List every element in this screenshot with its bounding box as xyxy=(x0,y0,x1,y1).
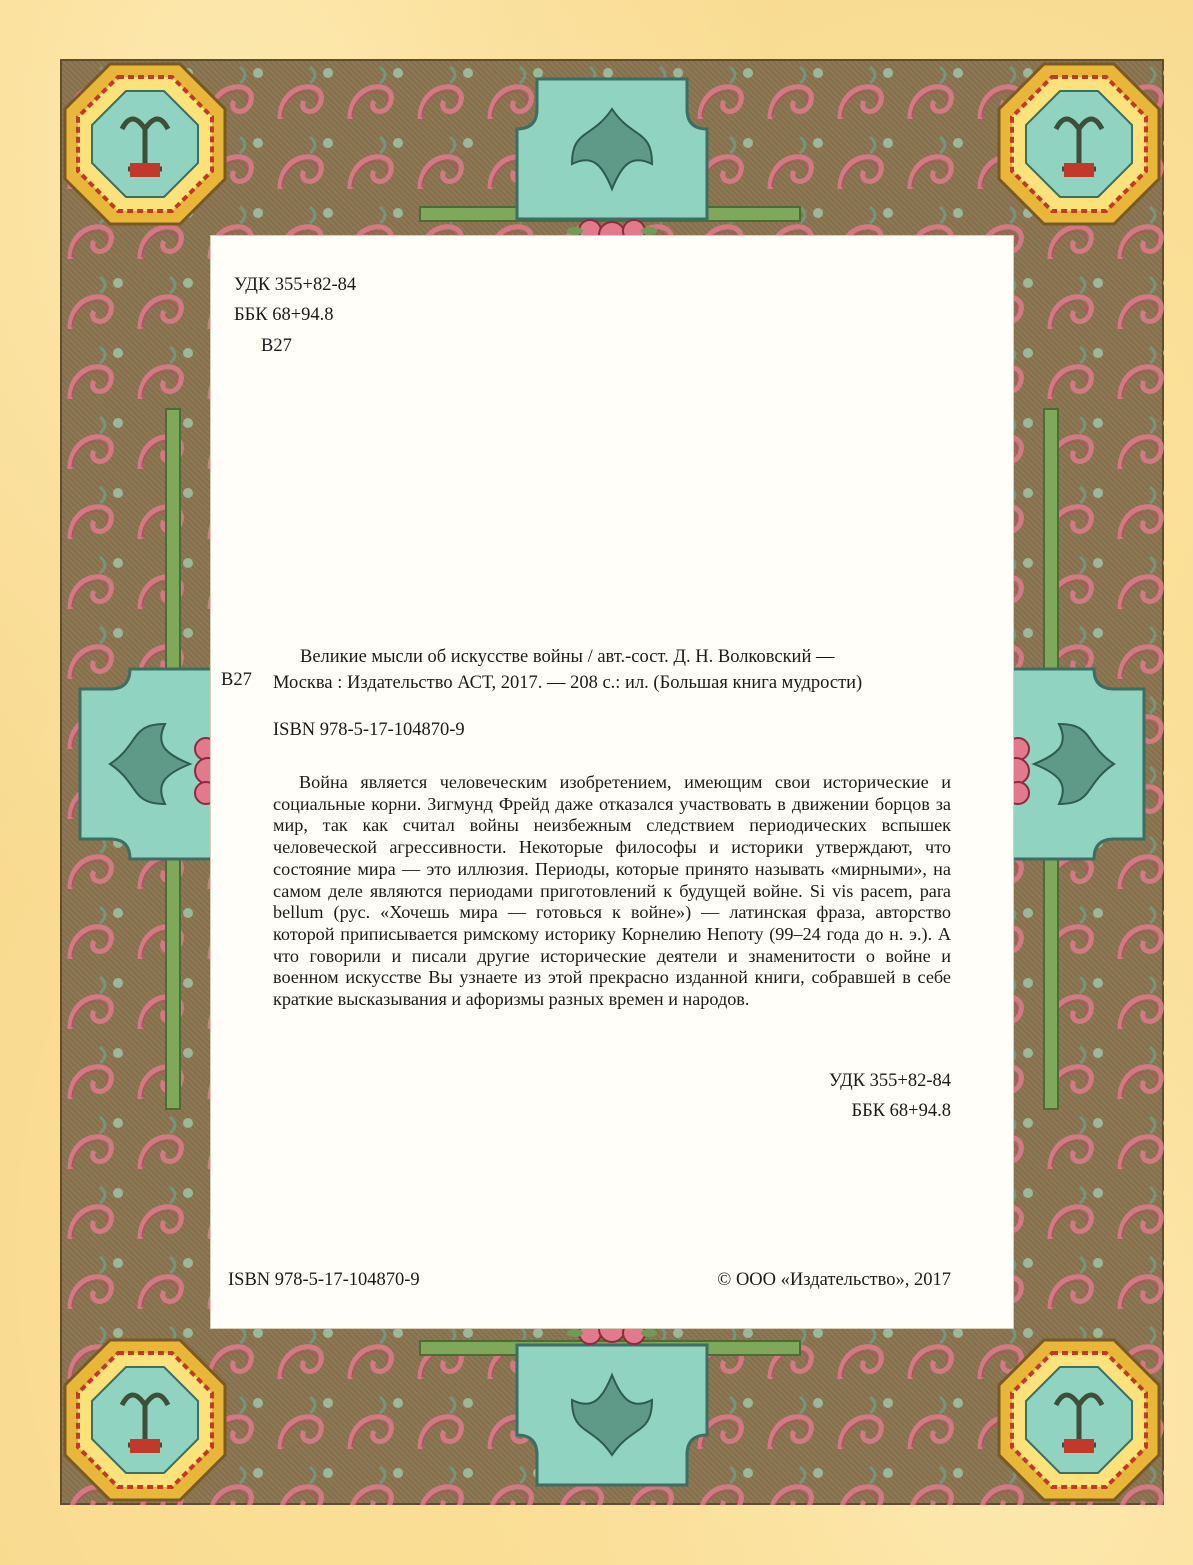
author-sign: В27 xyxy=(261,336,292,356)
bbk-code-right: ББК 68+94.8 xyxy=(851,1101,951,1121)
bbk-code: ББК 68+94.8 xyxy=(234,305,334,325)
bibliographic-line-2: Москва : Издательство АСТ, 2017. — 208 с.: ил. (Большая книга мудрости) xyxy=(273,673,863,693)
annotation-text: Война является человеческим изобретением, имеющим свои исторические и социальные корни. Зигмунд Фрейд даже отказался участвовать в движении борцов за мир, так как считал войны неизбежным следствием периодических вспышек человеческой агрессивности. Некоторые философы и историки утверждают, что состояние мира — это иллюзия. Периоды, которые принято называть «мирными», на самом деле являются периодами приготовлений к будущей войне. Si vis pacem, para bellum (рус. «Хочешь мира — готовься к войне») — латинская фраза, авторство которой приписывается римскому историку Корнелию Непоту (99–24 года до н. э.). А что говорили и писали другие исторические деятели и знаменитости о войне и военном искусстве Вы узнаете из этой прекрасно изданной книги, собравшей в себе краткие высказывания и афоризмы разных времен и народов. xyxy=(273,772,951,1010)
udk-code-right: УДК 355+82-84 xyxy=(828,1071,951,1091)
imprint-page xyxy=(211,236,1013,1328)
bibliographic-line-1: Великие мысли об искусстве войны / авт.-сост. Д. Н. Волковский — xyxy=(300,647,835,667)
copyright: © ООО «Издательство», 2017 xyxy=(717,1270,951,1290)
udk-code: УДК 355+82-84 xyxy=(234,275,357,295)
annotation xyxy=(273,772,951,1011)
isbn-top: ISBN 978-5-17-104870-9 xyxy=(273,720,465,740)
side-author-sign: В27 xyxy=(221,670,252,690)
isbn-footer: ISBN 978-5-17-104870-9 xyxy=(228,1270,420,1290)
